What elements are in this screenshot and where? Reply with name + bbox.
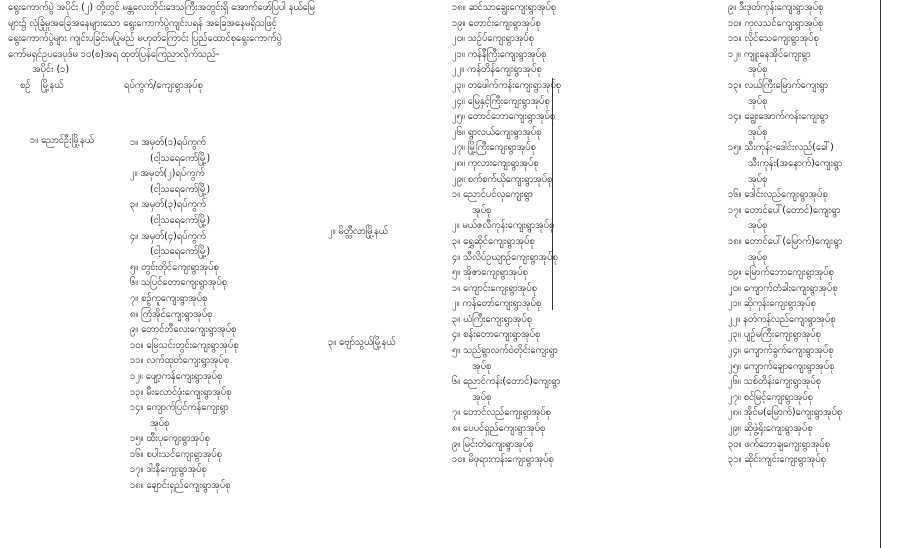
- list-item: ၂။ ကန်တော်ကျေးရွာအုပ်စု: [452, 298, 542, 310]
- list-item: ၂၆။ သစ်တိန်းကျေးရွာအုပ်စု: [728, 376, 821, 388]
- list-item: အုပ်စု: [472, 360, 492, 372]
- list-item: ၁၈။ ဆင်သာချွေးကျေးရွာအုပ်စု: [452, 2, 557, 13]
- list-item: (ငါ့သရေကော်မြို့): [150, 246, 211, 258]
- list-item: အုပ်စု: [472, 204, 492, 216]
- list-item: ၁၀။ ကုလသင်ကျေးရွာအုပ်စု: [728, 17, 824, 29]
- list-item: ၅။ သည်ရွာလက်ဝဲတိုင်းကျေးရွာ: [452, 345, 558, 357]
- list-item: (ငါ့သရေကော်မြို့): [150, 214, 211, 226]
- list-item: ၃။ အမှတ်(၃)ရပ်ကွက်: [130, 199, 206, 211]
- list-item: ၂၂။ နတ်ကန်လည်ကျေးရွာအုပ်စု: [728, 313, 836, 325]
- list-item: ၁၆။ စပါးသင်ကျေးရွာအုပ်စု: [130, 448, 222, 460]
- list-item: ၃။ ရွှေဆိုင်ကျေးရွာအုပ်စု: [452, 235, 535, 247]
- list-item: (ငါ့သရေကော်မြို့): [150, 183, 211, 195]
- list-item: ၁။ အမှတ်(၁)ရပ်ကွက်: [130, 137, 206, 148]
- list-item: ၁၃။ လယ်ကြီးမြောက်ကျေးရွာ: [728, 79, 828, 91]
- intro-block: [8, 0, 318, 94]
- list-item: ၅။ တွင်းတိုင်ကျေးရွာအုပ်စု: [130, 261, 219, 273]
- list-item: ၁၁။ လက်ထုတ်ကျေးရွာအုပ်စု: [130, 355, 230, 367]
- list-item: အုပ်စု: [472, 391, 492, 403]
- list-item: ၅။ အိုဇာကျေးရွာအုပ်စု: [452, 267, 528, 279]
- list-item: ၁၃။ မီးလောင်ဖုံးကျေးရွာအုပ်စု: [130, 386, 232, 398]
- list-item: ၃၁။ ဆိုင်းကျင်းကျေးရွာအုပ်စု: [728, 454, 826, 466]
- list-item: ၁၄။ ချွေးအောက်ကန်းကျေးရွာ: [728, 111, 829, 123]
- list-item: ၂၅။ ကျောက်ချောကျေးရွာအုပ်စု: [728, 360, 835, 372]
- list-item: ၂။ မယ်ဇလီကုန်းကျေးရွာအုပ်စု: [452, 220, 555, 232]
- list-item: အုပ်စု: [748, 220, 768, 232]
- list-item: ၂၀။ သဉ်ပ်ကျေးရွာအုပ်စု: [452, 33, 534, 45]
- header-ward: ရပ်ကွက်/ကျေးရွာအုပ်စု: [123, 79, 203, 91]
- list-item: ၂၁။ ဆိုကုန်းကျေးရွာအုပ်စု: [728, 298, 816, 310]
- header-no: စဉ်: [20, 79, 31, 91]
- list-item: ၂၉။ စက်စက်ယိုကျေးရွာအုပ်စု: [452, 173, 553, 185]
- list-item: ၂၀။ ကျောက်တံခါးကျေးရွာအုပ်စု: [728, 282, 838, 294]
- list-item: ၉။ ဒီးဒုတ်ကုန်းကျေးရွာအုပ်စု: [728, 2, 824, 13]
- list-item: ၂၈။ အိုင်မ(မြောက်)ကျေးရွာအုပ်စု: [728, 407, 843, 419]
- list-item: ၉။ တောင်ဘီလေးကျေးရွာအုပ်စု: [130, 324, 237, 336]
- list-item: ၂၄။ မြေနှင့်ကြီးကျေးရွာအုပ်စု: [452, 95, 550, 107]
- list-item: ၃၀။ ဖက်ဘောချကျေးရွာအုပ်စု: [728, 438, 830, 450]
- list-item: ၈။ ပေပင်ရှည်ကျေးရွာအုပ်စု: [452, 423, 546, 435]
- table-header: [8, 78, 318, 94]
- list-item: ၁၆။ ဒေါင်းလည်ကျေးရွာအုပ်စု: [728, 189, 828, 201]
- column-4-list: [728, 0, 842, 468]
- list-item: ၂၂။ ကန်တိန်ကျေးရွာအုပ်စု: [452, 64, 542, 76]
- column-divider: [880, 0, 881, 548]
- column-2-list: [130, 135, 239, 494]
- list-item: သီးကုန်း(အနောက်)ကျေးရွာ: [748, 157, 843, 169]
- list-item: ၂၈။ ကုလားကျေးရွာအုပ်စု: [452, 157, 539, 169]
- list-item: အုပ်စု: [748, 173, 768, 185]
- list-item: ၉။ မြင်းတဲကျေးရွာအုပ်စု: [452, 438, 534, 450]
- township-1: ၁။ ညောင်ဦးမြို့နယ်: [30, 135, 94, 146]
- list-item: ၁၄။ ကျောက်ပြင်ကန်ကျေးရွာ: [130, 402, 229, 414]
- list-item: အုပ်စု: [748, 126, 768, 138]
- list-item: ၇။ တောင်လည်ကျေးရွာအုပ်စု: [452, 407, 551, 419]
- list-item: အုပ်စု: [748, 95, 768, 107]
- list-item: ၂၆။ ရွာလယ်ကျေးရွာအုပ်စု: [452, 126, 542, 138]
- list-item: ၁၂။ ဖျော့ကန်ကျေးရွာအုပ်စု: [130, 370, 223, 382]
- township-2: ၂။ မိတ္ထီလာမြို့နယ်: [328, 226, 388, 237]
- list-item: ၇။ စဉ့်ကူကျေးရွာအုပ်စု: [130, 292, 208, 304]
- list-item: ၄။ စန်းတောကျေးရွာအုပ်စု: [452, 329, 541, 341]
- list-item: ၁၉။ တောင်းကျေးရွာအုပ်စု: [452, 17, 541, 29]
- list-item: ၁၀။ မြေသင်းတွင်းကျေးရွာအုပ်စု: [130, 339, 239, 351]
- list-item: ၂၉။ ဆိုဖွဲ့ရိုးကျေးရွာအုပ်စု: [728, 423, 813, 435]
- list-item: ၂၁။ ကန်နီကြီးကျေးရွာအုပ်စု: [452, 48, 547, 60]
- list-item: ၃။ ဃံကြီးကျေးရွာအုပ်စု: [452, 313, 532, 325]
- list-item: ၂၃။ ပျဉ်မကြီးကျေးရွာအုပ်စု: [728, 329, 821, 341]
- list-item: ၁၂။ ကျူးနေအိုင်ကျေးရွာ: [728, 48, 811, 60]
- list-item: ၁။ ညောင်ပင်လှကျေးရွာ: [452, 189, 533, 201]
- list-item: အုပ်စု: [748, 251, 768, 263]
- column-divider: [552, 78, 553, 310]
- list-item: ၂၇။ မြို့ကြီးကျေးရွာအုပ်စု: [452, 142, 536, 154]
- list-item: ၈။ ကြံအိုင်ကျေးရွာအုပ်စု: [130, 308, 213, 320]
- list-item: (ငါ့သရေကော်မြို့): [150, 152, 211, 164]
- list-item: ၁၅။ သီးကုန်း-ဒေါင်းလည်(ခေါ်): [728, 142, 834, 154]
- township-3: ၃။ ဗျော်သွယ်မြို့နယ်: [328, 337, 396, 348]
- list-item: ၁၈။ တောင်ပေါ်(မြောက်)ကျေးရွာ: [728, 235, 843, 247]
- list-item: ၄။ သီလိပ်ဥယျာဉ်ကျေးရွာအုပ်စု: [452, 251, 558, 263]
- list-item: ၂၅။ တောင်ဘောကျေးရွာအုပ်စု: [452, 111, 556, 123]
- list-item: ၁၁။ လိုင်သေကျေးရွာအုပ်စု: [728, 33, 819, 45]
- list-item: ၁၈။ ချောင်းရှည်ကျေးရွာအုပ်စု: [130, 480, 231, 492]
- section-heading: အပိုင်း (၁): [32, 64, 70, 76]
- list-item: ၁၇။ ဒါးနီကျေးရွာအုပ်စု: [130, 464, 207, 476]
- list-item: ၁၇။ တောင်ပေါ်(တောင်)ကျေးရွာ: [728, 204, 841, 216]
- header-township: မြို့နယ်: [40, 79, 64, 91]
- list-item: အုပ်စု: [748, 64, 768, 76]
- list-item: ၄။ အမှတ်(၄)ရပ်ကွက်: [130, 230, 206, 242]
- list-item: အုပ်စု: [150, 417, 170, 429]
- list-item: ၂၇။ စင်မြင့်ကျေးရွာအုပ်စု: [728, 391, 813, 403]
- intro-paragraph: ရွေးကောက်ပွဲ အပိုင်း (၂) တို့တွင် မန္တလေးတိုင်းဒေသကြီးအတွင်းရှိ အောက်ဖော်ပြပါ နယ်မြေများ၌ လုံခြုံမှုအခြေအနေများသော ရွေးကောက်ပွဲကျင်းပရန် အခြေအနေမရှိသဖြင့် ရွေးကောက်ပွဲများ ကျင်းပခြင်းမပြုမည် မဟုတ်ကြောင်း ပြည်ထောင်စုရွေးကောက်ပွဲ ကော်မရှင်ဥပဒေပုဒ်မ ၁၀(စ)အရ ထုတ်ပြန်ကြေညာလိုက်သည်-: [8, 2, 315, 60]
- list-item: ၆။ သပြင်တောကျေးရွာအုပ်စု: [130, 277, 227, 289]
- column-3-list: [452, 0, 561, 468]
- list-item: ၂၃။ တဖေါက်ကန်းကျေးရွာအုပ်စု: [452, 79, 562, 91]
- list-item: ၁၅။ ထီးပုကျေးရွာအုပ်စု: [130, 433, 210, 445]
- list-item: ၂၄။ ကျောက်ခွက်ကျေးရွာအုပ်စု: [728, 345, 834, 357]
- list-item: ၂။ အမှတ်(၂)ရပ်ကွက်: [130, 168, 205, 180]
- list-item: ၁၀။ မိဖုရားကန်းကျေးရွာအုပ်စု: [452, 454, 554, 466]
- list-item: ၁။ ကျောင်းကျေးရွာအုပ်စု: [452, 282, 537, 294]
- list-item: ၆။ ညောင်ကန်း(တောင်)ကျေးရွာ: [452, 376, 561, 388]
- list-item: ၁၉။ မြောက်ဘောကျေးရွာအုပ်စု: [728, 267, 834, 279]
